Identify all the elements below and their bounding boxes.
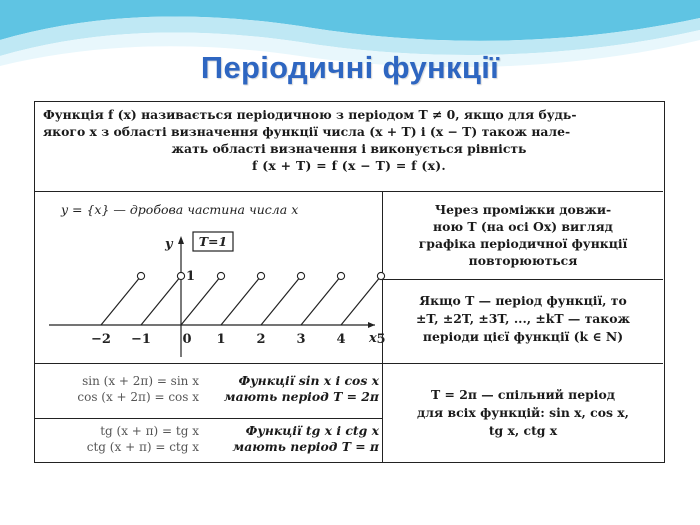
- common-line-3: tg x, ctg x: [488, 423, 558, 438]
- tgctg-note-1: Функції tg x і ctg x: [245, 423, 379, 438]
- sin-cos-cell: [35, 364, 383, 419]
- sin-cos-identities: [41, 373, 199, 405]
- open-endpoint: [297, 272, 304, 279]
- graph-cell: [35, 192, 386, 364]
- period-multiples-note: [383, 280, 663, 364]
- definition-line-3: жать області визначення і виконується рівність: [171, 141, 527, 156]
- tg-ctg-identities: [41, 423, 199, 455]
- sin-cos-period-note: [207, 373, 379, 405]
- graph-segment: [341, 276, 381, 325]
- graph-caption: y = {x} — дробова частина числа x: [61, 202, 299, 217]
- sin-identity: sin (x + 2π) = sin x: [82, 374, 199, 388]
- definition-line-2: якого x з області визначення функції числа (x + T) і (x − T) також нале-: [43, 124, 571, 139]
- sincos-note-1: Функції sin x і cos x: [238, 373, 379, 388]
- graph-segment: [221, 276, 261, 325]
- graph-segment: [261, 276, 301, 325]
- definition-formula: f (x + T) = f (x − T) = f (x).: [251, 158, 447, 173]
- x-axis-arrow: [368, 322, 375, 328]
- x-tick-label: −2: [91, 332, 111, 347]
- graph-segment: [301, 276, 341, 325]
- definition-line-1: Функція f (x) називається періодичною з періодом T ≠ 0, якщо для будь-: [43, 107, 577, 122]
- graph-segment: [101, 276, 141, 325]
- x-tick-label: 1: [216, 332, 226, 347]
- open-endpoint: [257, 272, 264, 279]
- graph-segment: [141, 276, 181, 325]
- common-line-1: T = 2π — спільний період: [430, 387, 615, 402]
- x-tick-label: 4: [336, 332, 346, 347]
- period-box-label: T=1: [198, 234, 228, 249]
- slide-title: Періодичні функції: [200, 50, 500, 85]
- y-axis-label: y: [165, 237, 173, 252]
- x-axis-label: x: [369, 331, 377, 346]
- open-endpoint: [337, 272, 344, 279]
- open-endpoint: [177, 272, 184, 279]
- repeat-line-4: повторюються: [468, 253, 578, 268]
- open-endpoint: [137, 272, 144, 279]
- repeat-line-1: Через проміжки довжи-: [434, 202, 612, 217]
- multiples-line-2: ±T, ±2T, ±3T, ..., ±kT — також: [415, 311, 631, 326]
- sincos-note-2: мають період T = 2π: [223, 389, 379, 404]
- tg-identity: tg (x + π) = tg x: [100, 424, 199, 438]
- periodic-functions-table: [34, 101, 665, 463]
- multiples-line-1: Якщо T — період функції, то: [419, 293, 627, 308]
- x-tick-label: 5: [376, 332, 386, 347]
- common-period-note: [383, 364, 663, 462]
- x-tick-label: 0: [182, 332, 192, 347]
- y-tick-label: 1: [186, 269, 196, 284]
- y-axis-arrow: [178, 236, 184, 244]
- cos-identity: cos (x + 2π) = cos x: [77, 390, 199, 404]
- definition-cell: [35, 102, 663, 192]
- multiples-line-3: періоди цієї функції (k ∈ N): [422, 329, 624, 344]
- x-tick-label: −1: [131, 332, 151, 347]
- x-tick-label: 3: [296, 332, 306, 347]
- tg-ctg-cell: [35, 419, 383, 462]
- common-line-2: для всіх функцій: sin x, cos x,: [417, 405, 629, 420]
- x-tick-label: 2: [256, 332, 266, 347]
- open-endpoint: [217, 272, 224, 279]
- fractional-part-chart: [35, 192, 386, 364]
- tgctg-note-2: мають період T = π: [232, 439, 379, 454]
- period-repeat-note: [383, 192, 663, 280]
- tg-ctg-period-note: [207, 423, 379, 455]
- repeat-line-2: ною T (на осі Ox) вигляд: [433, 219, 613, 234]
- ctg-identity: ctg (x + π) = ctg x: [86, 440, 199, 454]
- repeat-line-3: графіка періодичної функції: [418, 236, 628, 251]
